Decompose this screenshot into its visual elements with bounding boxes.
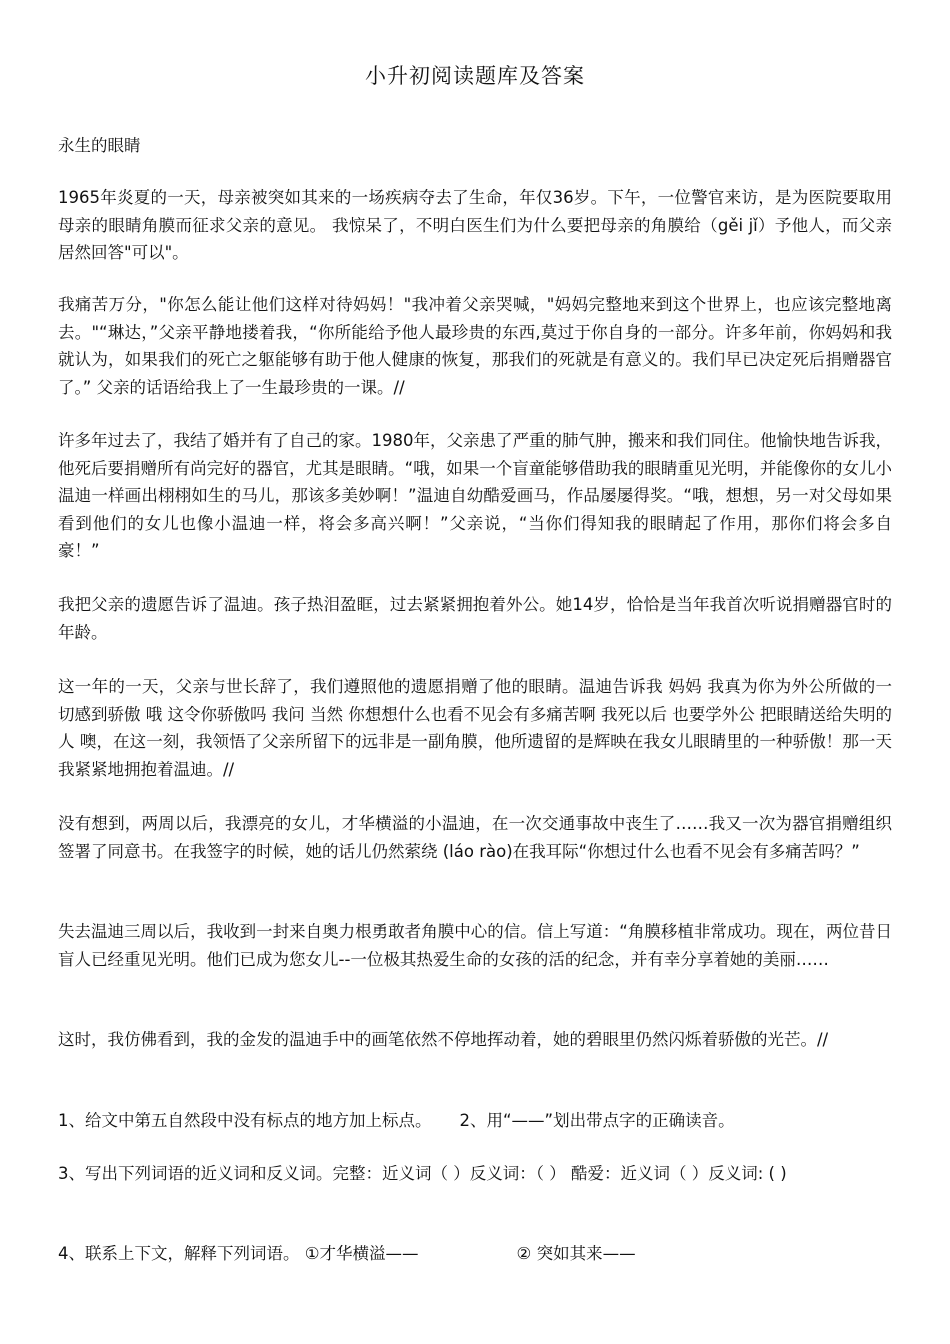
paragraph-7: 失去温迪三周以后，我收到一封来自奥力根勇敢者角膜中心的信。信上写道：“角膜移植非常成功。现在，两位昔日盲人已经重见光明。他们已成为您女儿--一位极其热爱生命的女孩的活的纪念，并有幸分享着她的美丽…… bbox=[58, 922, 892, 969]
story-title: 永生的眼睛 bbox=[58, 136, 141, 155]
question-4-part-2: ② 突如其来—— bbox=[516, 1244, 636, 1263]
document-title: 小升初阅读题库及答案 bbox=[365, 64, 585, 88]
question-4 bbox=[58, 1240, 892, 1268]
paragraph-8: 这时，我仿佛看到，我的金发的温迪手中的画笔依然不停地挥动着，她的碧眼里仍然闪烁着骄傲的光芒。// bbox=[58, 1030, 829, 1049]
question-3: 3、写出下列词语的近义词和反义词。完整：近义词（ ）反义词：（ ） 酷爱：近义词（ ）反义词: ( ) bbox=[58, 1164, 787, 1183]
question-2: 2、用“——”划出带点字的正确读音。 bbox=[459, 1111, 735, 1130]
paragraph-1: 1965年炎夏的一天，母亲被突如其来的一场疾病夺去了生命，年仅36岁。下午，一位警官来访，是为医院要取用母亲的眼睛角膜而征求父亲的意见。 我惊呆了，不明白医生们为什么要把母亲的角膜给（gěi jǐ）予他人，而父亲居然回答"可以"。 bbox=[58, 188, 892, 262]
paragraph-6: 没有想到，两周以后，我漂亮的女儿，才华横溢的小温迪，在一次交通事故中丧生了……我又一次为器官捐赠组织签署了同意书。在我签字的时候，她的话儿仍然萦绕 (láo rào)在我耳际“你想过什么也看不见会有多痛苦吗？” bbox=[58, 814, 892, 861]
paragraph-3: 许多年过去了，我结了婚并有了自己的家。1980年，父亲患了严重的肺气肿，搬来和我们同住。他愉快地告诉我，他死后要捐赠所有尚完好的器官，尤其是眼睛。“哦，如果一个盲童能够借助我的眼睛重见光明，并能像你的女儿小温迪一样画出栩栩如生的马儿，那该多美妙啊！”温迪自幼酷爱画马，作品屡屡得奖。“哦，想想，另一对父母如果看到他们的女儿也像小温迪一样，将会多高兴啊！”父亲说，“当你们得知我的眼睛起了作用，那你们将会多自豪！” bbox=[58, 431, 892, 560]
question-4-part-1: 4、联系上下文，解释下列词语。 ①才华横溢—— bbox=[58, 1244, 419, 1263]
question-1: 1、给文中第五自然段中没有标点的地方加上标点。 bbox=[58, 1111, 432, 1130]
paragraph-2: 我痛苦万分，"你怎么能让他们这样对待妈妈！"我冲着父亲哭喊，"妈妈完整地来到这个世界上，也应该完整地离去。"“琳达，”父亲平静地搂着我，“你所能给予他人最珍贵的东西,莫过于你自身的一部分。许多年前，你妈妈和我就认为，如果我们的死亡之躯能够有助于他人健康的恢复，那我们的死就是有意义的。我们早已决定死后捐赠器官了。” 父亲的话语给我上了一生最珍贵的一课。// bbox=[58, 295, 892, 397]
question-1-2-line bbox=[58, 1107, 892, 1135]
paragraph-4: 我把父亲的遗愿告诉了温迪。孩子热泪盈眶，过去紧紧拥抱着外公。她14岁，恰恰是当年我首次听说捐赠器官时的年龄。 bbox=[58, 595, 892, 642]
paragraph-5: 这一年的一天，父亲与世长辞了，我们遵照他的遗愿捐赠了他的眼睛。温迪告诉我 妈妈 我真为你为外公所做的一切感到骄傲 哦 这令你骄傲吗 我问 当然 你想想什么也看不见会有多痛苦啊 我死以后 也要学外公 把眼睛送给失明的人 噢，在这一刻，我领悟了父亲所留下的远非是一副角膜，他所遗留的是辉映在我女儿眼睛里的一种骄傲！那一天我紧紧地拥抱着温迪。// bbox=[58, 677, 892, 779]
